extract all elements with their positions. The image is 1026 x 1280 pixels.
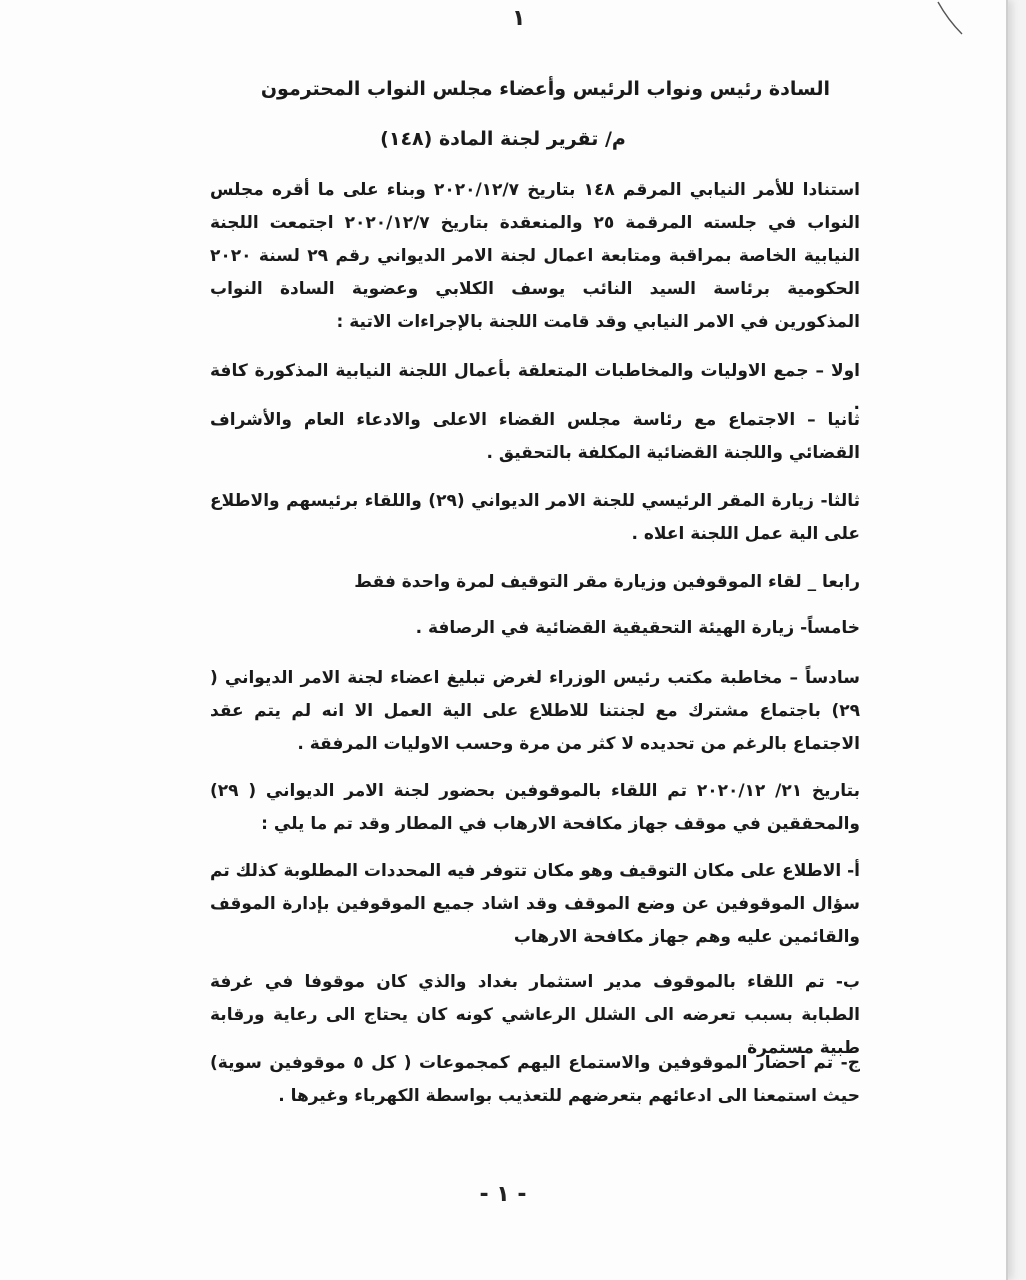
finding-a-paragraph: أ- الاطلاع على مكان التوقيف وهو مكان تتوفر فيه المحددات المطلوبة كذلك تم سؤال الموقوفين عن وضع الموقف وقد اشاد جميع الموقوفين بإدارة الموقف والقائمين عليه وهم جهاز مكافحة الارهاب [210,861,860,947]
pen-mark [936,0,966,40]
item-sixth-paragraph: سادساً – مخاطبة مكتب رئيس الوزراء لغرض تبليغ اعضاء لجنة الامر الديواني ( ٢٩) باجتماع مشترك مع لجنتنا للاطلاع على الية العمل الا انه لم يتم عقد الاجتماع بالرغم من تحديده لا كثر من مرة وحسب الاوليات المرفقة . [210,668,860,754]
item-third-paragraph: ثالثا- زيارة المقر الرئيسي للجنة الامر الديواني (٢٩) واللقاء برئيسهم والاطلاع على الية عمل اللجنة اعلاه . [210,491,860,544]
item-fourth-paragraph: رابعا _ لقاء الموقوفين وزيارة مقر التوقيف لمرة واحدة فقط [354,572,860,592]
item-second-paragraph: ثانيا – الاجتماع مع رئاسة مجلس القضاء الاعلى والادعاء العام والأشراف القضائي واللجنة القضائية المكلفة بالتحقيق . [210,410,860,463]
finding-c-paragraph: ج- تم احضار الموقوفين والاستماع اليهم كمجموعات ( كل ٥ موقوفين سوية) حيث استمعنا الى ادعائهم بتعرضهم للتعذيب بواسطة الكهرباء وغيرها . [210,1053,860,1106]
subject-line: م/ تقرير لجنة المادة (١٤٨) [380,128,626,150]
item-first-paragraph: اولا – جمع الاوليات والمخاطبات المتعلقة بأعمال اللجنة النيابية المذكورة كافة . [210,361,860,414]
item-fifth-paragraph: خامساً- زيارة الهيئة التحقيقية القضائية في الرصافة . [415,618,860,638]
page-number: - ١ - [479,1182,527,1207]
visit-date-paragraph: بتاريخ ٢١/ ٢٠٢٠/١٢ تم اللقاء بالموقوفين بحضور لجنة الامر الديواني ( ٢٩) والمحققين في موقف جهاز مكافحة الارهاب في المطار وقد تم ما يلي : [210,781,861,834]
finding-b-paragraph: ب- تم اللقاء بالموقوف مدير استثمار بغداد والذي كان موقوفا في غرفة الطبابة بسبب تعرضه الى الشلل الرعاشي كونه كان يحتاج الى رعاية ورقابة طبية مستمرة [210,972,860,1058]
salutation-heading: السادة رئيس ونواب الرئيس وأعضاء مجلس النواب المحترمون [260,78,830,100]
intro-paragraph: استنادا للأمر النيابي المرقم ١٤٨ بتاريخ ٢٠٢٠/١٢/٧ وبناء على ما أقره مجلس النواب في جلسته المرقمة ٢٥ والمنعقدة بتاريخ ٢٠٢٠/١٢/٧ اجتمعت اللجنة النيابية الخاصة بمراقبة ومتابعة اعمال لجنة الامر الديواني رقم ٢٩ لسنة ٢٠٢٠ الحكومية برئاسة السيد النائب يوسف الكلابي وعضوية السادة النواب المذكورين في الامر النيابي وقد قامت اللجنة بالإجراءات الاتية : [210,180,861,332]
top-page-mark: ١ [512,6,526,31]
